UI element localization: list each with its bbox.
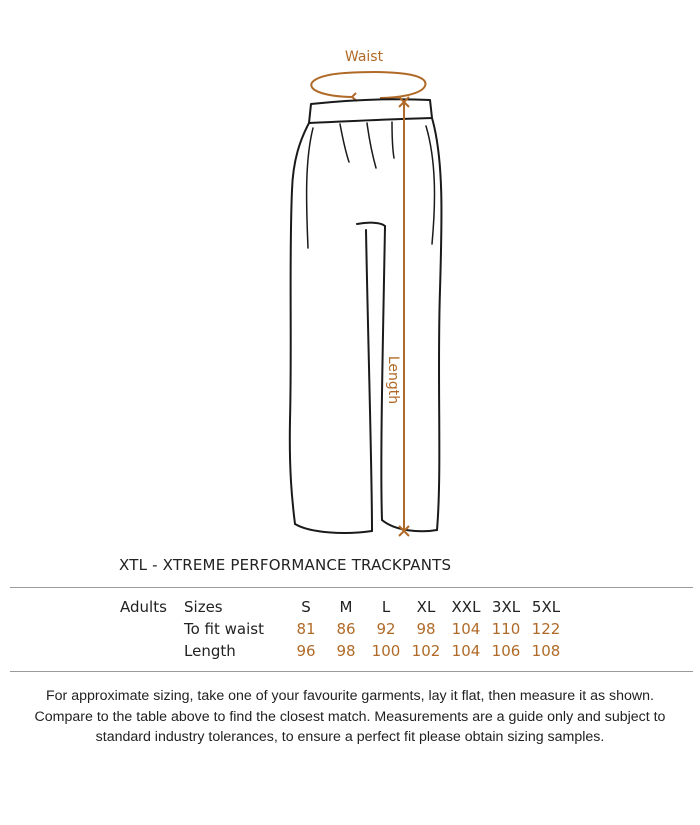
trackpants-outline	[290, 99, 442, 533]
sizing-note	[0, 686, 700, 748]
size-3xl: 3XL	[491, 598, 521, 616]
note-line: standard industry tolerances, to ensure a perfect fit please obtain sizing samples.	[95, 729, 605, 745]
group-label: Adults	[120, 598, 167, 616]
note-line: For approximate sizing, take one of your favourite garments, lay it flat, then measure it as shown.	[46, 688, 654, 704]
table-cell: 86	[336, 620, 356, 638]
table-cell: 104	[451, 620, 481, 638]
waist-label: Waist	[344, 49, 384, 65]
table-cell: 98	[336, 642, 356, 660]
row-label: Length	[184, 642, 236, 660]
table-cell: 106	[491, 642, 521, 660]
size-xl: XL	[416, 598, 436, 616]
length-row	[110, 640, 566, 662]
table-cell: 102	[411, 642, 441, 660]
size-5xl: 5XL	[531, 598, 561, 616]
table-cell: 104	[451, 642, 481, 660]
table-cell: 108	[531, 642, 561, 660]
table-cell: 122	[531, 620, 561, 638]
size-m: M	[339, 598, 353, 616]
size-l: L	[381, 598, 391, 616]
table-bottom-divider	[10, 671, 693, 672]
header-label: Sizes	[184, 598, 223, 616]
waist-row	[110, 618, 566, 640]
length-measure-arrow	[399, 97, 409, 536]
size-chart-table	[110, 596, 566, 662]
length-label: Length	[385, 355, 401, 405]
table-cell: 110	[491, 620, 521, 638]
size-s: S	[301, 598, 311, 616]
note-line: Compare to the table above to find the closest match. Measurements are a guide only and subject to	[34, 708, 666, 725]
table-cell: 98	[416, 620, 436, 638]
table-header-row	[110, 596, 566, 618]
table-cell: 81	[296, 620, 316, 638]
table-cell: 92	[376, 620, 396, 638]
row-label: To fit waist	[184, 620, 264, 638]
size-xxl: XXL	[451, 598, 481, 616]
table-cell: 96	[296, 642, 316, 660]
table-top-divider	[10, 587, 693, 588]
product-title: XTL - XTREME PERFORMANCE TRACKPANTS	[119, 556, 452, 574]
table-cell: 100	[371, 642, 401, 660]
